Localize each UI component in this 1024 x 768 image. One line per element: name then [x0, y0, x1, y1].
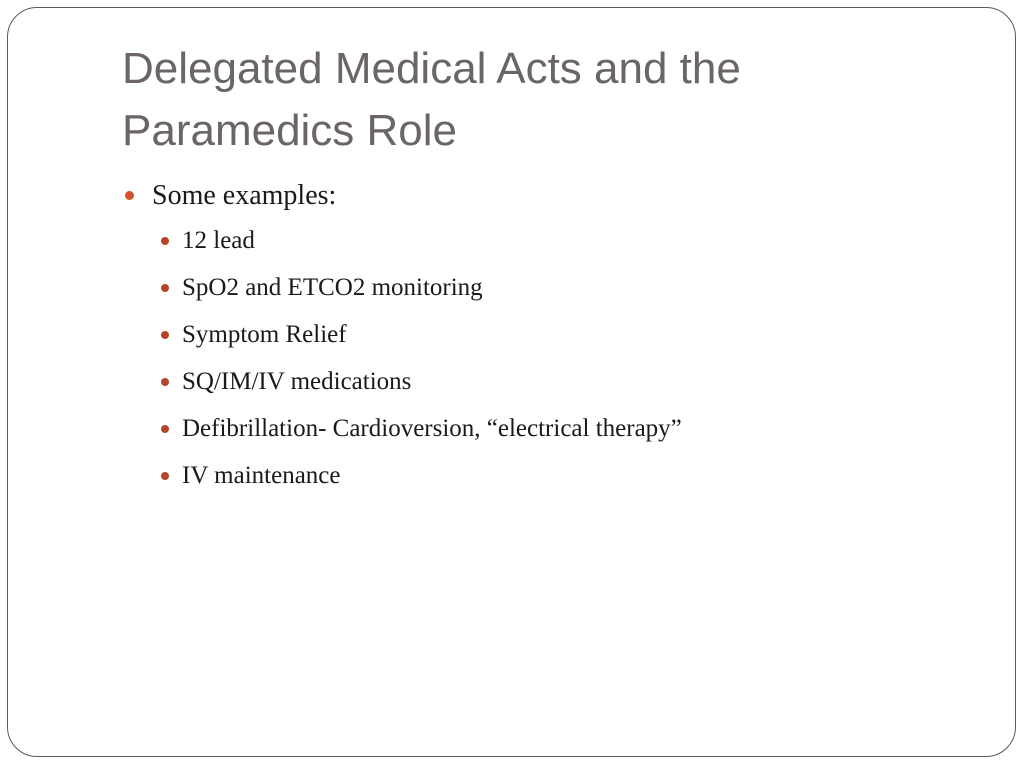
sub-bullet-text: Symptom Relief [182, 321, 347, 348]
round-bullet-icon [161, 331, 169, 339]
sub-bullet-item [182, 364, 982, 400]
slide-content [122, 174, 982, 505]
round-bullet-icon [161, 237, 169, 245]
sub-bullet-item [182, 458, 982, 494]
sub-bullet-list [122, 223, 982, 494]
slide-title [122, 38, 942, 162]
round-bullet-icon [125, 191, 134, 200]
sub-bullet-text: IV maintenance [182, 462, 341, 489]
title-line-2: Paramedics Role [122, 106, 458, 155]
sub-bullet-item [182, 317, 982, 353]
sub-bullet-item [182, 270, 982, 306]
sub-bullet-item [182, 223, 982, 259]
slide-frame [7, 7, 1016, 757]
sub-bullet-item [182, 411, 982, 447]
round-bullet-icon [161, 284, 169, 292]
title-line-1: Delegated Medical Acts and the [122, 44, 741, 93]
sub-bullet-text: Defibrillation- Cardioversion, “electrical therapy” [182, 415, 682, 442]
sub-bullet-text: SpO2 and ETCO2 monitoring [182, 274, 483, 301]
round-bullet-icon [161, 378, 169, 386]
round-bullet-icon [161, 472, 169, 480]
sub-bullet-text: SQ/IM/IV medications [182, 368, 412, 395]
sub-bullet-text: 12 lead [182, 227, 255, 254]
bullet-text: Some examples: [152, 180, 337, 211]
bullet-item [122, 174, 982, 218]
round-bullet-icon [161, 425, 169, 433]
